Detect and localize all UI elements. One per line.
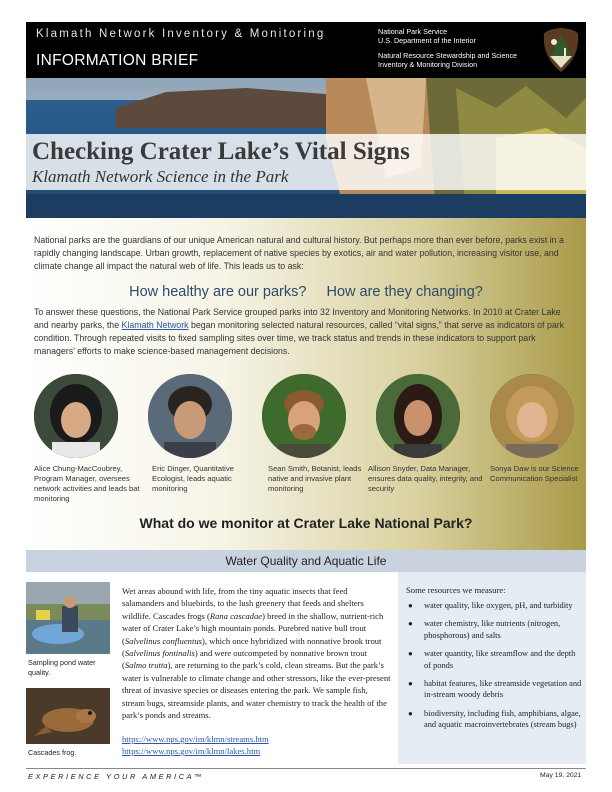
list-item	[406, 618, 582, 641]
division-line: Inventory & Monitoring Division	[378, 60, 478, 69]
species-name: Salvelinus fontinalis	[124, 648, 195, 659]
staff-caption: Allison Snyder, Data Manager, ensures data quality, integrity, and security	[368, 464, 483, 493]
staff-photo-eric	[148, 374, 232, 458]
bullet-icon: ●	[408, 649, 413, 659]
body-text: ) and were outcompeted by nonnative brown trout (	[122, 648, 367, 671]
measures-heading: Some resources we measure:	[406, 585, 506, 595]
resource-links	[122, 733, 269, 757]
list-item	[406, 600, 582, 611]
list-item	[406, 678, 582, 701]
staff-photo-allison	[376, 374, 460, 458]
network-text-after: began monitoring selected natural resources, called “vital signs,” that serve as indicators of park condition. Through repeated visits to fixed sampling sites over time, we track status and trends in these indicators to support park managers’ efforts to make science-based management decisions.	[34, 320, 565, 356]
bullet-icon: ●	[408, 708, 413, 718]
staff-photo-alice	[34, 374, 118, 458]
hero-photo	[26, 78, 586, 218]
list-item-text: water quality, like oxygen, pH, and turbidity	[424, 601, 573, 610]
page-subtitle: Klamath Network Science in the Park	[32, 167, 289, 186]
water-quality-body	[122, 585, 392, 721]
bullet-icon: ●	[408, 601, 413, 610]
species-name: Salvelinus confluentus	[124, 635, 202, 646]
agency-line: National Park Service	[378, 27, 448, 36]
section-title: Water Quality and Aquatic Life	[225, 554, 387, 568]
cascades-frog-photo	[26, 688, 110, 744]
bullet-icon: ●	[408, 619, 413, 629]
page-title: Checking Crater Lake’s Vital Signs	[32, 138, 410, 165]
footer-date: May 19, 2021	[540, 772, 582, 779]
staff-caption: Sean Smith, Botanist, leads native and invasive plant monitoring	[268, 464, 362, 493]
staff-photo-sean	[262, 374, 346, 458]
agency-block	[378, 27, 538, 69]
nps-arrowhead-icon	[542, 26, 580, 74]
species-name: Rana cascadae	[209, 610, 263, 621]
section-header-bar	[26, 550, 586, 572]
brief-title: INFORMATION BRIEF	[36, 52, 199, 69]
list-item-text: biodiversity, including fish, amphibians, algae, and aquatic macroinvertebrates (stream bugs)	[424, 708, 581, 730]
intro-paragraph: National parks are the guardians of our unique American natural and cultural history. But perhaps more than ever before, parks exist in a rapidly changing landscape. Urban growth, replacement of native species by exotics, air and water pollution, increasing visitor use, and climate change all impact the natural web of life. This leads us to ask:	[34, 235, 564, 271]
list-item	[406, 648, 582, 671]
frog-photo-caption: Cascades frog.	[28, 748, 77, 757]
staff-photo-sonya	[490, 374, 574, 458]
body-text: ), are returning to the park’s cold, clean streams. But the park’s water is vulnerable to climate change and other stressors, like the ever-present threat of invasive species or diseases entering the park. We sample fish, stream bugs, streamside plants, and water chemistry to track the health of the park’s ponds and streams.	[122, 660, 391, 721]
agency-line: U.S. Department of the Interior	[378, 36, 476, 45]
streams-link[interactable]: https://www.nps.gov/im/klmn/streams.htm	[122, 734, 269, 744]
klamath-network-link[interactable]: Klamath Network	[121, 320, 189, 330]
staff-caption: Sonya Daw is our Science Communication Specialist	[490, 464, 579, 483]
pond-sampling-photo	[26, 582, 110, 654]
bullet-icon: ●	[408, 679, 413, 689]
list-item-text: habitat features, like streamside vegetation and in-stream woody debris	[424, 679, 582, 700]
monitor-heading: What do we monitor at Crater Lake National Park?	[139, 515, 473, 531]
measures-list	[406, 600, 582, 738]
footer-divider	[26, 768, 586, 769]
question-change: How are they changing?	[326, 284, 483, 300]
species-name: Salmo trutta	[124, 660, 168, 671]
network-text-before: To answer these questions, the National Park Service grouped parks into 32 Inventory and Monitoring Networks. In 2010 at Crater Lake and nearby parks, the	[34, 307, 561, 330]
list-item-text: water quantity, like streamflow and the depth of ponds	[424, 649, 576, 670]
division-line: Natural Resource Stewardship and Science	[378, 51, 518, 60]
network-title: Klamath Network Inventory & Monitoring	[36, 28, 326, 40]
list-item-text: water chemistry, like nutrients (nitrogen, phosphorous) and salts	[424, 619, 561, 640]
body-text: ) breed in the shallow, nutrient-rich water of Crater Lake’s high mountain ponds. Purebred native bull trout (	[122, 610, 384, 646]
key-questions	[0, 284, 612, 300]
staff-caption: Eric Dinger, Quantitative Ecologist, leads aquatic monitoring	[152, 464, 234, 493]
question-health: How healthy are our parks?	[129, 284, 307, 300]
staff-caption: Alice Chung-MacCoubrey, Program Manager, oversees network activities and leads bat monitoring	[34, 464, 140, 503]
footer-tagline: EXPERIENCE YOUR AMERICA™	[28, 772, 205, 781]
list-item	[406, 708, 582, 731]
lakes-link[interactable]: https://www.nps.gov/im/klmn/lakes.htm	[122, 746, 261, 756]
header-band	[26, 22, 586, 78]
body-text: ), which once hybridized with nonnative brook trout (	[122, 635, 382, 659]
network-paragraph	[34, 306, 574, 358]
pond-photo-caption: Sampling pond water quality.	[28, 658, 96, 677]
body-text: Wet areas abound with life, from the tiny aquatic insects that feed salamanders and bluebirds, to the lush greenery that feeds and shelters wildlife. Cascades frogs (	[122, 586, 364, 621]
